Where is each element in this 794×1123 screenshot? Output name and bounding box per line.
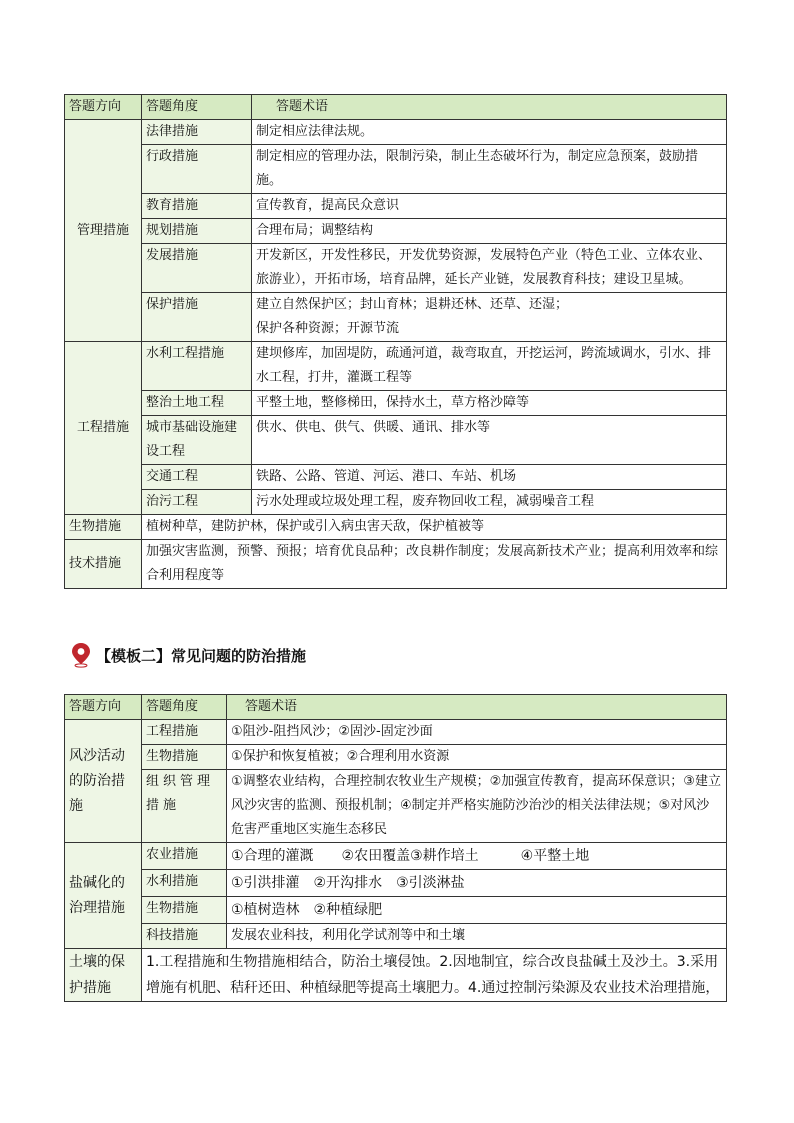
category-cell: 工程措施 xyxy=(65,342,142,515)
table-row xyxy=(65,342,727,391)
term-cell: 建坝修库，加固堤防，疏通河道，裁弯取直，开挖运河，跨流域调水，引水、排水工程，打井，灌溉工程等 xyxy=(252,342,727,391)
term-cell: ①引洪排灌 ②开沟排水 ③引淡淋盐 xyxy=(227,870,727,897)
table-row xyxy=(65,720,727,745)
angle-cell: 规划措施 xyxy=(142,219,252,244)
location-pin-icon xyxy=(70,642,92,668)
angle-cell: 工程措施 xyxy=(142,720,227,745)
angle-cell: 生物措施 xyxy=(142,897,227,924)
angle-cell: 科技措施 xyxy=(142,924,227,949)
table-row xyxy=(65,924,727,949)
table-row xyxy=(65,219,727,244)
angle-cell: 水利措施 xyxy=(142,870,227,897)
header-terms: 答题术语 xyxy=(227,695,727,720)
table-row xyxy=(65,120,727,145)
term-line: 建立自然保护区；封山育林；退耕还林、还草、还湿； xyxy=(256,297,569,312)
term-cell: ①阻沙-阻挡风沙；②固沙-固定沙面 xyxy=(227,720,727,745)
table-row xyxy=(65,145,727,194)
angle-cell: 交通工程 xyxy=(142,465,252,490)
term-cell: 加强灾害监测，预警、预报；培育优良品种；改良耕作制度；发展高新技术产业；提高利用效率和综合利用程度等 xyxy=(142,540,727,589)
angle-cell: 农业措施 xyxy=(142,843,227,870)
term-cell: 铁路、公路、管道、河运、港口、车站、机场 xyxy=(252,465,727,490)
section-title: 【模板二】常见问题的防治措施 xyxy=(96,646,307,665)
category-cell: 技术措施 xyxy=(65,540,142,589)
angle-cell: 法律措施 xyxy=(142,120,252,145)
prevention-table xyxy=(64,694,727,1002)
table-row xyxy=(65,293,727,342)
category-cell: 生物措施 xyxy=(65,515,142,540)
term-cell: 植树种草，建防护林，保护或引入病虫害天敌，保护植被等 xyxy=(142,515,727,540)
table-row xyxy=(65,490,727,515)
header-angle: 答题角度 xyxy=(142,695,227,720)
category-cell: 土壤的保护措施 xyxy=(65,949,142,1002)
term-cell: 供水、供电、供气、供暖、通讯、排水等 xyxy=(252,416,727,465)
table-row xyxy=(65,870,727,897)
term-cell: 制定相应法律法规。 xyxy=(252,120,727,145)
term-cell: 污水处理或垃圾处理工程，废弃物回收工程，减弱噪音工程 xyxy=(252,490,727,515)
term-cell: ①合理的灌溉 ②农田覆盖③耕作培土 ④平整土地 xyxy=(227,843,727,870)
table-row xyxy=(65,745,727,770)
table-row xyxy=(65,391,727,416)
table-row xyxy=(65,194,727,219)
angle-cell: 城市基础设施建设工程 xyxy=(142,416,252,465)
table-header-row xyxy=(65,95,727,120)
table-row xyxy=(65,843,727,870)
angle-cell: 保护措施 xyxy=(142,293,252,342)
term-cell: 平整土地，整修梯田，保持水土，草方格沙障等 xyxy=(252,391,727,416)
term-cell: 发展农业科技，利用化学试剂等中和土壤 xyxy=(227,924,727,949)
table-row xyxy=(65,244,727,293)
angle-cell: 生物措施 xyxy=(142,745,227,770)
term-cell: 1.工程措施和生物措施相结合，防治土壤侵蚀。2.因地制宜，综合改良盐碱土及沙土。3.采用增施有机肥、秸秆还田、种植绿肥等提高土壤肥力。4.通过控制污染源及农业技术治理措施， xyxy=(142,949,727,1002)
angle-cell: 组织管理措施 xyxy=(142,770,227,843)
table-row xyxy=(65,897,727,924)
measures-table xyxy=(64,94,727,589)
term-line: 保护各种资源；开源节流 xyxy=(256,321,400,336)
table-row xyxy=(65,465,727,490)
header-terms: 答题术语 xyxy=(252,95,727,120)
table-row xyxy=(65,540,727,589)
term-cell: 合理布局；调整结构 xyxy=(252,219,727,244)
table-row xyxy=(65,949,727,1002)
table-header-row xyxy=(65,695,727,720)
table-row xyxy=(65,515,727,540)
angle-cell: 教育措施 xyxy=(142,194,252,219)
header-direction: 答题方向 xyxy=(65,95,142,120)
term-cell: ①植树造林 ②种植绿肥 xyxy=(227,897,727,924)
header-direction: 答题方向 xyxy=(65,695,142,720)
term-cell: ①调整农业结构，合理控制农牧业生产规模；②加强宣传教育，提高环保意识；③建立风沙灾害的监测、预报机制；④制定并严格实施防沙治沙的相关法律法规；⑤对风沙危害严重地区实施生态移民 xyxy=(227,770,727,843)
term-cell: 制定相应的管理办法，限制污染，制止生态破坏行为，制定应急预案，鼓励措施。 xyxy=(252,145,727,194)
term-cell: 开发新区，开发性移民，开发优势资源，发展特色产业（特色工业、立体农业、旅游业），开拓市场，培育品牌，延长产业链，发展教育科技；建设卫星城。 xyxy=(252,244,727,293)
angle-cell: 行政措施 xyxy=(142,145,252,194)
category-cell: 管理措施 xyxy=(65,120,142,342)
section-heading xyxy=(70,641,306,669)
category-cell: 风沙活动的防治措施 xyxy=(65,720,142,843)
angle-cell: 治污工程 xyxy=(142,490,252,515)
term-cell: ①保护和恢复植被；②合理利用水资源 xyxy=(227,745,727,770)
table-row xyxy=(65,770,727,843)
angle-cell: 发展措施 xyxy=(142,244,252,293)
table-row xyxy=(65,416,727,465)
category-cell: 盐碱化的治理措施 xyxy=(65,843,142,949)
term-cell: 宣传教育，提高民众意识 xyxy=(252,194,727,219)
header-angle: 答题角度 xyxy=(142,95,252,120)
term-cell xyxy=(252,293,727,342)
angle-cell: 水利工程措施 xyxy=(142,342,252,391)
angle-cell: 整治土地工程 xyxy=(142,391,252,416)
